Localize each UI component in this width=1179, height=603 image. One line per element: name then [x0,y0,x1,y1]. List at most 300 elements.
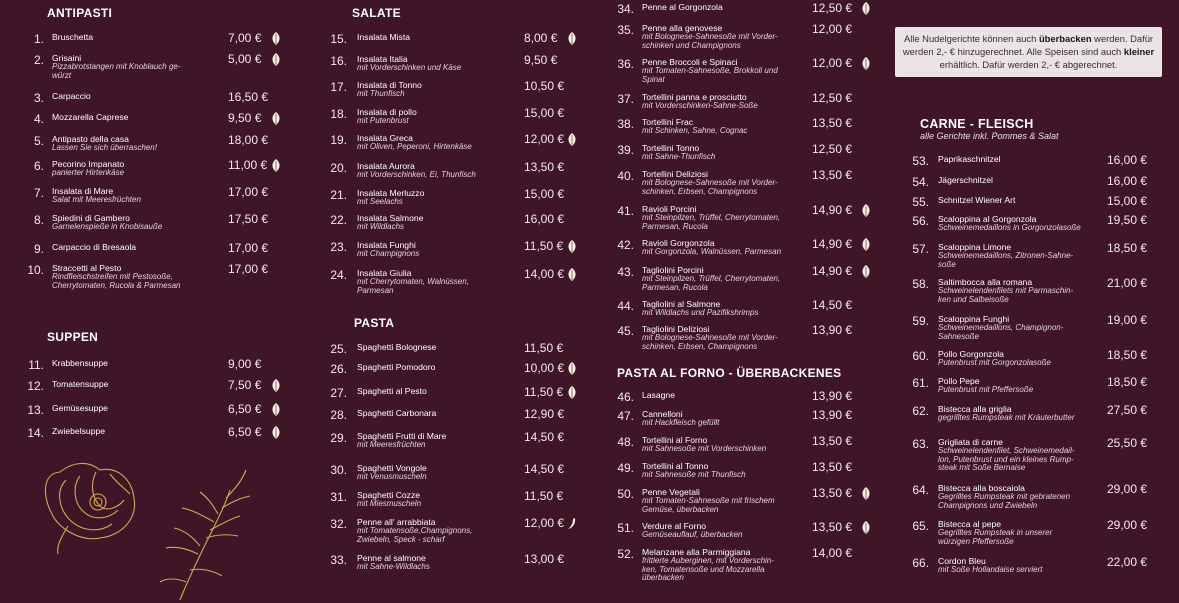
item-number: 35. [617,23,634,37]
section-title-pasta: PASTA [354,316,395,330]
item-name-block [642,324,778,351]
item-number: 21. [330,188,347,202]
item-price: 9,50 € [228,111,262,125]
item-description: mit Vorderschinken und Käse [357,63,462,72]
item-description: mit Bolognese-Sahnesoße mit Vorder- schinken, Erbsen, Champignons [642,333,778,351]
section-title-antipasti: ANTIPASTI [47,6,113,20]
item-price: 12,00 € [524,516,565,530]
leaf-icon [861,487,871,500]
item-price: 9,00 € [228,357,262,371]
item-description: mit Putenbrust [357,116,409,125]
item-name-block [938,242,1073,269]
item-name: Grigliata di carne [938,437,1003,447]
item-number: 31. [330,490,347,504]
item-name-block [938,349,1051,368]
item-name-block [938,483,1070,510]
item-name-block [642,487,775,514]
item-price: 6,50 € [228,402,262,416]
item-name-block [938,437,1075,473]
item-number: 36. [617,57,634,71]
item-name: Scaloppina Limone [938,242,1012,252]
item-number: 55. [912,195,929,209]
item-name: Tagliolini Porcini [642,265,704,275]
item-name-block [357,240,419,259]
item-name-block [938,556,1042,575]
item-name-block [938,175,993,185]
item-name-block [357,490,421,509]
item-name: Tortellini al Forno [642,435,708,445]
item-description: Gemüseauflauf, überbacken [642,530,743,539]
item-price: 14,90 € [812,237,853,251]
item-description: mit Steinpilzen, Trüffel, Cherrytomaten, Parmesan, Rucola [642,213,781,231]
item-name: Penne al Gorgonzola [642,2,723,12]
item-price: 6,50 € [228,425,262,439]
item-name: Gemüsesuppe [52,403,108,413]
item-description: mit Tomaten-Sahnesoße mit frischem Gemüse, überbacken [642,496,775,514]
item-name-block [357,133,472,152]
item-number: 18. [330,107,347,121]
item-price: 14,50 € [524,430,565,444]
item-name: Insalata Aurora [357,161,415,171]
item-number: 3. [33,91,44,105]
item-name: Antipasto della casa [52,134,129,144]
item-name: Lasagne [642,390,675,400]
item-name: Insalata di Mare [52,186,114,196]
item-name: Penne alla genovese [642,23,723,33]
item-number: 48. [617,435,634,449]
item-description: Schweinelendenfilet, Schweinemedail- lon, Putenbrust und ein kleines Rump- steak mit Soße Bernaise [938,446,1075,473]
item-name-block [642,435,766,454]
item-number: 63. [912,437,929,451]
item-number: 65. [912,519,929,533]
item-number: 17. [330,80,347,94]
item-price: 14,90 € [812,203,853,217]
item-number: 30. [330,463,347,477]
item-price: 14,00 € [812,546,853,560]
item-price: 21,00 € [1107,276,1148,290]
item-description: mit Bolognese-Sahnesoße mit Vorder- schinken und Champignons [642,32,778,50]
item-number: 27. [330,386,347,400]
info-note: Alle Nudelgerichte können auch überbacken werden. Dafür werden 2,- € hinzugerechnet. Alle Speisen sind auch kleiner erhältlich. Dafür werden 2,- € abgerechnet. [895,27,1162,77]
item-price: 16,50 € [228,90,269,104]
item-name: Bistecca al pepe [938,519,1002,529]
item-price: 15,00 € [524,187,565,201]
chili-icon [567,517,577,530]
item-description: mit Steinpilzen, Trüffel, Cherrytomaten, Parmesan, Rucola [642,274,781,292]
item-description: Putenbrust mit Gorgonzolasoße [938,358,1051,367]
item-name-block [357,386,427,396]
item-number: 1. [33,32,44,46]
item-price: 12,90 € [524,407,565,421]
item-description: Pizzabrotstangen mit Knoblauch ge- würzt [52,62,181,80]
item-name: Spiedini di Gambero [52,213,130,223]
item-price: 9,50 € [524,53,558,67]
item-name-block [938,154,1001,164]
item-name: Carpaccio di Bresaola [52,242,137,252]
item-name-block [52,379,108,389]
item-number: 46. [617,390,634,404]
item-number: 59. [912,314,929,328]
item-description: Schweinemedaillons, Zitronen-Sahne- soße [938,251,1074,269]
item-price: 11,50 € [524,341,564,355]
item-number: 6. [33,159,44,173]
item-number: 53. [912,154,929,168]
item-name: Spaghetti Bolognese [357,342,437,352]
item-name-block [357,107,417,126]
item-number: 13. [27,403,44,417]
item-price: 19,00 € [1107,313,1148,327]
item-description: mit Hackfleisch gefüllt [642,418,720,427]
item-number: 11. [28,358,44,372]
item-price: 11,00 € [228,158,268,172]
item-name: Spaghetti Vongole [357,463,427,473]
item-number: 32. [330,517,347,531]
item-price: 29,00 € [1107,518,1148,532]
item-price: 18,00 € [228,133,269,147]
item-number: 2. [33,53,44,67]
item-name-block [52,112,128,122]
leaf-icon [861,521,871,534]
item-name-block [357,362,435,372]
item-description: mit Vorderschinken, Ei, Thunfisch [357,170,476,179]
item-description: mit Miesmuscheln [357,499,422,508]
item-price: 10,00 € [524,361,565,375]
item-name: Straccetti al Pesto [52,263,122,273]
item-number: 10. [27,263,44,277]
item-description: mit Soße Hollandaise serviert [938,565,1043,574]
item-name: Krabbensuppe [52,358,108,368]
item-price: 12,50 € [812,91,853,105]
item-description: Schweinemedaillons, Champignon- Sahnesoße [938,323,1064,341]
item-number: 16. [330,54,347,68]
item-name-block [357,553,430,572]
item-price: 14,50 € [524,462,565,476]
item-price: 12,50 € [812,1,853,15]
item-number: 37. [617,92,634,106]
item-price: 13,90 € [812,408,853,422]
item-number: 66. [912,556,929,570]
leaf-icon [567,362,577,375]
item-name: Insalata Greca [357,133,413,143]
item-description: mit Schinken, Sahne, Cognac [642,126,748,135]
item-name-block [52,186,141,205]
item-price: 13,50 € [812,520,853,534]
item-price: 18,50 € [1107,241,1148,255]
item-description: mit Vorderschinken-Sahne-Soße [642,101,758,110]
item-number: 9. [33,242,44,256]
item-name-block [642,265,780,292]
item-price: 13,50 € [812,434,853,448]
item-description: Salat mit Meeresfrüchten [52,195,141,204]
item-name-block [642,238,781,257]
item-description: panierter Hirtenkäse [52,168,125,177]
item-name: Saltimbocca alla romana [938,277,1033,287]
item-number: 43. [617,265,634,279]
leaf-icon [271,426,281,439]
item-name-block [52,32,93,42]
leaf-icon [567,386,577,399]
item-price: 19,50 € [1107,213,1148,227]
item-name: Verdure al Forno [642,521,707,531]
item-number: 57. [912,242,929,256]
item-price: 12,50 € [812,142,853,156]
item-name-block [938,195,1015,205]
item-description: Schweinelendenfilets mit Parmaschin- ken und Salbeisoße [938,286,1074,304]
item-price: 13,50 € [524,160,565,174]
item-number: 64. [912,483,929,497]
leaf-icon [271,112,281,125]
item-name-block [938,277,1073,304]
item-description: mit Sahne-Thunfisch [642,152,716,161]
item-price: 17,50 € [228,212,269,226]
item-price: 15,00 € [1107,194,1148,208]
item-number: 44. [617,299,634,313]
leaf-icon [567,133,577,146]
item-number: 54. [912,175,929,189]
leaf-icon [567,240,577,253]
item-name: Penne Vegetali [642,487,700,497]
item-name-block [52,426,105,436]
item-price: 13,50 € [812,486,853,500]
leaf-icon [861,204,871,217]
item-number: 4. [33,112,44,126]
item-description: frittierte Auberginen, mit Vorderschin- ken, Tomatensoße und Mozzarella überbacken [642,556,774,583]
item-name: Bistecca alla griglia [938,404,1012,414]
item-description: mit Tomaten-Sahnesoße, Brokkoli und Spinat [642,66,778,84]
item-name: Insalata di Tonno [357,80,422,90]
item-name: Spaghetti Pomodoro [357,362,436,372]
item-name-block [642,547,774,583]
item-price: 14,50 € [812,298,853,312]
item-name-block [642,57,778,84]
item-name: Insalata Mista [357,32,411,42]
item-number: 8. [33,213,44,227]
item-name-block [52,159,124,178]
item-number: 58. [912,277,929,291]
item-name: Spaghetti Carbonara [357,408,437,418]
item-name-block [52,213,162,232]
leaf-icon [861,238,871,251]
item-description: gegrilltes Rumpsteak mit Kräuterbutter [938,413,1075,422]
item-number: 40. [617,169,634,183]
item-name-block [642,143,715,162]
item-number: 49. [617,461,634,475]
item-number: 5. [33,134,44,148]
item-number: 22. [330,213,347,227]
item-name-block [642,390,675,400]
leaf-icon [567,32,577,45]
item-price: 13,50 € [812,168,853,182]
item-name: Penne Broccoli e Spinaci [642,57,738,67]
item-name: Ravioli Gorgonzola [642,238,715,248]
item-price: 22,00 € [1107,555,1148,569]
item-name-block [357,161,476,180]
item-name: Insalata di pollo [357,107,417,117]
item-price: 14,90 € [812,264,853,278]
item-name: Schnitzel Wiener Art [938,195,1016,205]
leaf-icon [271,32,281,45]
item-price: 15,00 € [524,106,565,120]
item-price: 16,00 € [1107,174,1148,188]
item-price: 11,50 € [524,239,564,253]
item-name: Tagliolini Deliziosi [642,324,710,334]
item-name-block [642,92,758,111]
item-name-block [938,314,1063,341]
item-number: 45. [617,324,634,338]
item-price: 8,00 € [524,31,558,45]
item-price: 10,50 € [524,79,565,93]
item-name: Paprikaschnitzel [938,154,1001,164]
item-description: Rindfleischstreifen mit Pestosoße, Cherrytomaten, Rucola & Parmesan [52,272,181,290]
item-number: 19. [330,133,347,147]
item-price: 18,50 € [1107,348,1148,362]
item-name: Tortellini Frac [642,117,694,127]
item-price: 12,00 € [524,132,565,146]
item-price: 13,50 € [812,460,853,474]
item-name: Scaloppina Funghi [938,314,1010,324]
item-name: Insalata Italia [357,54,408,64]
item-name: Pecorino Impanato [52,159,125,169]
item-description: mit Oliven, Peperoni, Hirtenkäse [357,142,472,151]
leaf-icon [271,403,281,416]
item-description: mit Gorgonzola, Walnüssen, Parmesan [642,247,782,256]
item-name-block [52,403,108,413]
item-name-block [938,519,1052,546]
item-number: 60. [912,349,929,363]
item-price: 12,00 € [812,56,853,70]
section-title-carne: CARNE - FLEISCH [920,117,1034,131]
item-price: 17,00 € [228,241,269,255]
leaf-icon [271,159,281,172]
item-name: Tortellini Deliziosi [642,169,708,179]
item-description: Putenbrust mit Pfeffersoße [938,385,1034,394]
item-name: Insalata Funghi [357,240,416,250]
item-name: Spaghetti Frutti di Mare [357,431,447,441]
item-name-block [642,299,758,318]
item-name-block [357,32,410,42]
item-number: 51. [617,521,634,535]
item-description: Lassen Sie sich überraschen! [52,143,157,152]
item-number: 20. [330,161,347,175]
item-name-block [938,214,1081,233]
item-name-block [938,376,1033,395]
item-price: 18,50 € [1107,375,1148,389]
item-number: 33. [330,553,347,567]
item-number: 26. [330,362,347,376]
item-number: 34. [617,2,634,16]
item-name: Tomatensuppe [52,379,109,389]
item-number: 42. [617,238,634,252]
item-name-block [52,91,91,101]
item-name-block [357,408,436,418]
garlic-herb-illustration [0,450,270,603]
item-name-block [357,268,469,295]
item-price: 27,50 € [1107,403,1148,417]
item-number: 50. [617,487,634,501]
item-price: 25,50 € [1107,436,1148,450]
item-number: 61. [912,376,929,390]
item-price: 16,00 € [1107,153,1148,167]
item-name-block [357,517,472,544]
item-description: Gegrilltes Rumpsteak mit gebratenen Champignons und Zwiebeln [938,492,1071,510]
item-price: 14,00 € [524,267,565,281]
item-name: Penne all' arrabbiata [357,517,436,527]
item-description: Schweinemedaillons in Gorgonzolasoße [938,223,1081,232]
item-name-block [642,23,778,50]
leaf-icon [861,2,871,15]
item-name: Pollo Gorgonzola [938,349,1004,359]
item-price: 13,50 € [812,116,853,130]
item-description: mit Thunfisch [357,89,405,98]
item-name: Tortellini al Tonno [642,461,709,471]
item-number: 25. [330,342,347,356]
item-price: 13,90 € [812,389,853,403]
item-name: Tortellini panna e prosciutto [642,92,747,102]
item-description: mit Venusmuscheln [357,472,427,481]
item-name-block [642,2,723,12]
item-price: 17,00 € [228,262,269,276]
item-name-block [357,342,436,352]
item-name: Insalata Merluzzo [357,188,425,198]
item-name: Jägerschnitzel [938,175,993,185]
item-price: 17,00 € [228,185,269,199]
item-name-block [52,53,181,80]
item-name: Scaloppina al Gorgonzola [938,214,1037,224]
item-price: 13,90 € [812,323,853,337]
item-number: 7. [33,186,44,200]
item-name: Tortellini Tonno [642,143,700,153]
item-price: 7,50 € [228,378,262,392]
item-name: Bruschetta [52,32,94,42]
item-price: 7,00 € [228,31,262,45]
item-description: mit Sahne-Wildlachs [357,562,430,571]
item-name-block [52,134,157,153]
item-description: mit Sahnesoße mit Vorderschinken [642,444,767,453]
item-number: 38. [617,117,634,131]
item-description: mit Tomatensoße,Champignons, Zwiebeln, Speck - scharf [357,526,473,544]
leaf-icon [861,57,871,70]
item-name: Tagliolini al Salmone [642,299,721,309]
item-name-block [642,117,747,136]
item-name-block [642,521,743,540]
item-name-block [52,358,108,368]
item-name: Zwiebelsuppe [52,426,106,436]
item-description: mit Meeresfrüchten [357,440,426,449]
item-number: 39. [617,143,634,157]
item-name: Cordon Bleu [938,556,986,566]
item-name-block [642,204,780,231]
item-description: mit Sahnesoße mit Thunfisch [642,470,746,479]
item-price: 16,00 € [524,212,565,226]
item-number: 47. [617,409,634,423]
item-name-block [357,80,422,99]
item-description: mit Wildlachs und Pazifikshrimps [642,308,759,317]
item-number: 14. [27,426,44,440]
item-description: mit Bolognese-Sahnesoße mit Vorder- schinken, Erbsen, Champignons [642,178,778,196]
item-price: 29,00 € [1107,482,1148,496]
item-price: 13,00 € [524,552,565,566]
item-name: Carpaccio [52,91,91,101]
item-name: Pollo Pepe [938,376,980,386]
item-description: Gegrilltes Rumpsteak in unserer würzigen Pfeffersoße [938,528,1053,546]
item-name-block [642,169,778,196]
item-name: Insalata Salmone [357,213,424,223]
item-description: mit Seelachs [357,197,403,206]
item-name: Grisaini [52,53,82,63]
leaf-icon [567,268,577,281]
item-price: 12,00 € [812,22,853,36]
item-number: 23. [330,240,347,254]
